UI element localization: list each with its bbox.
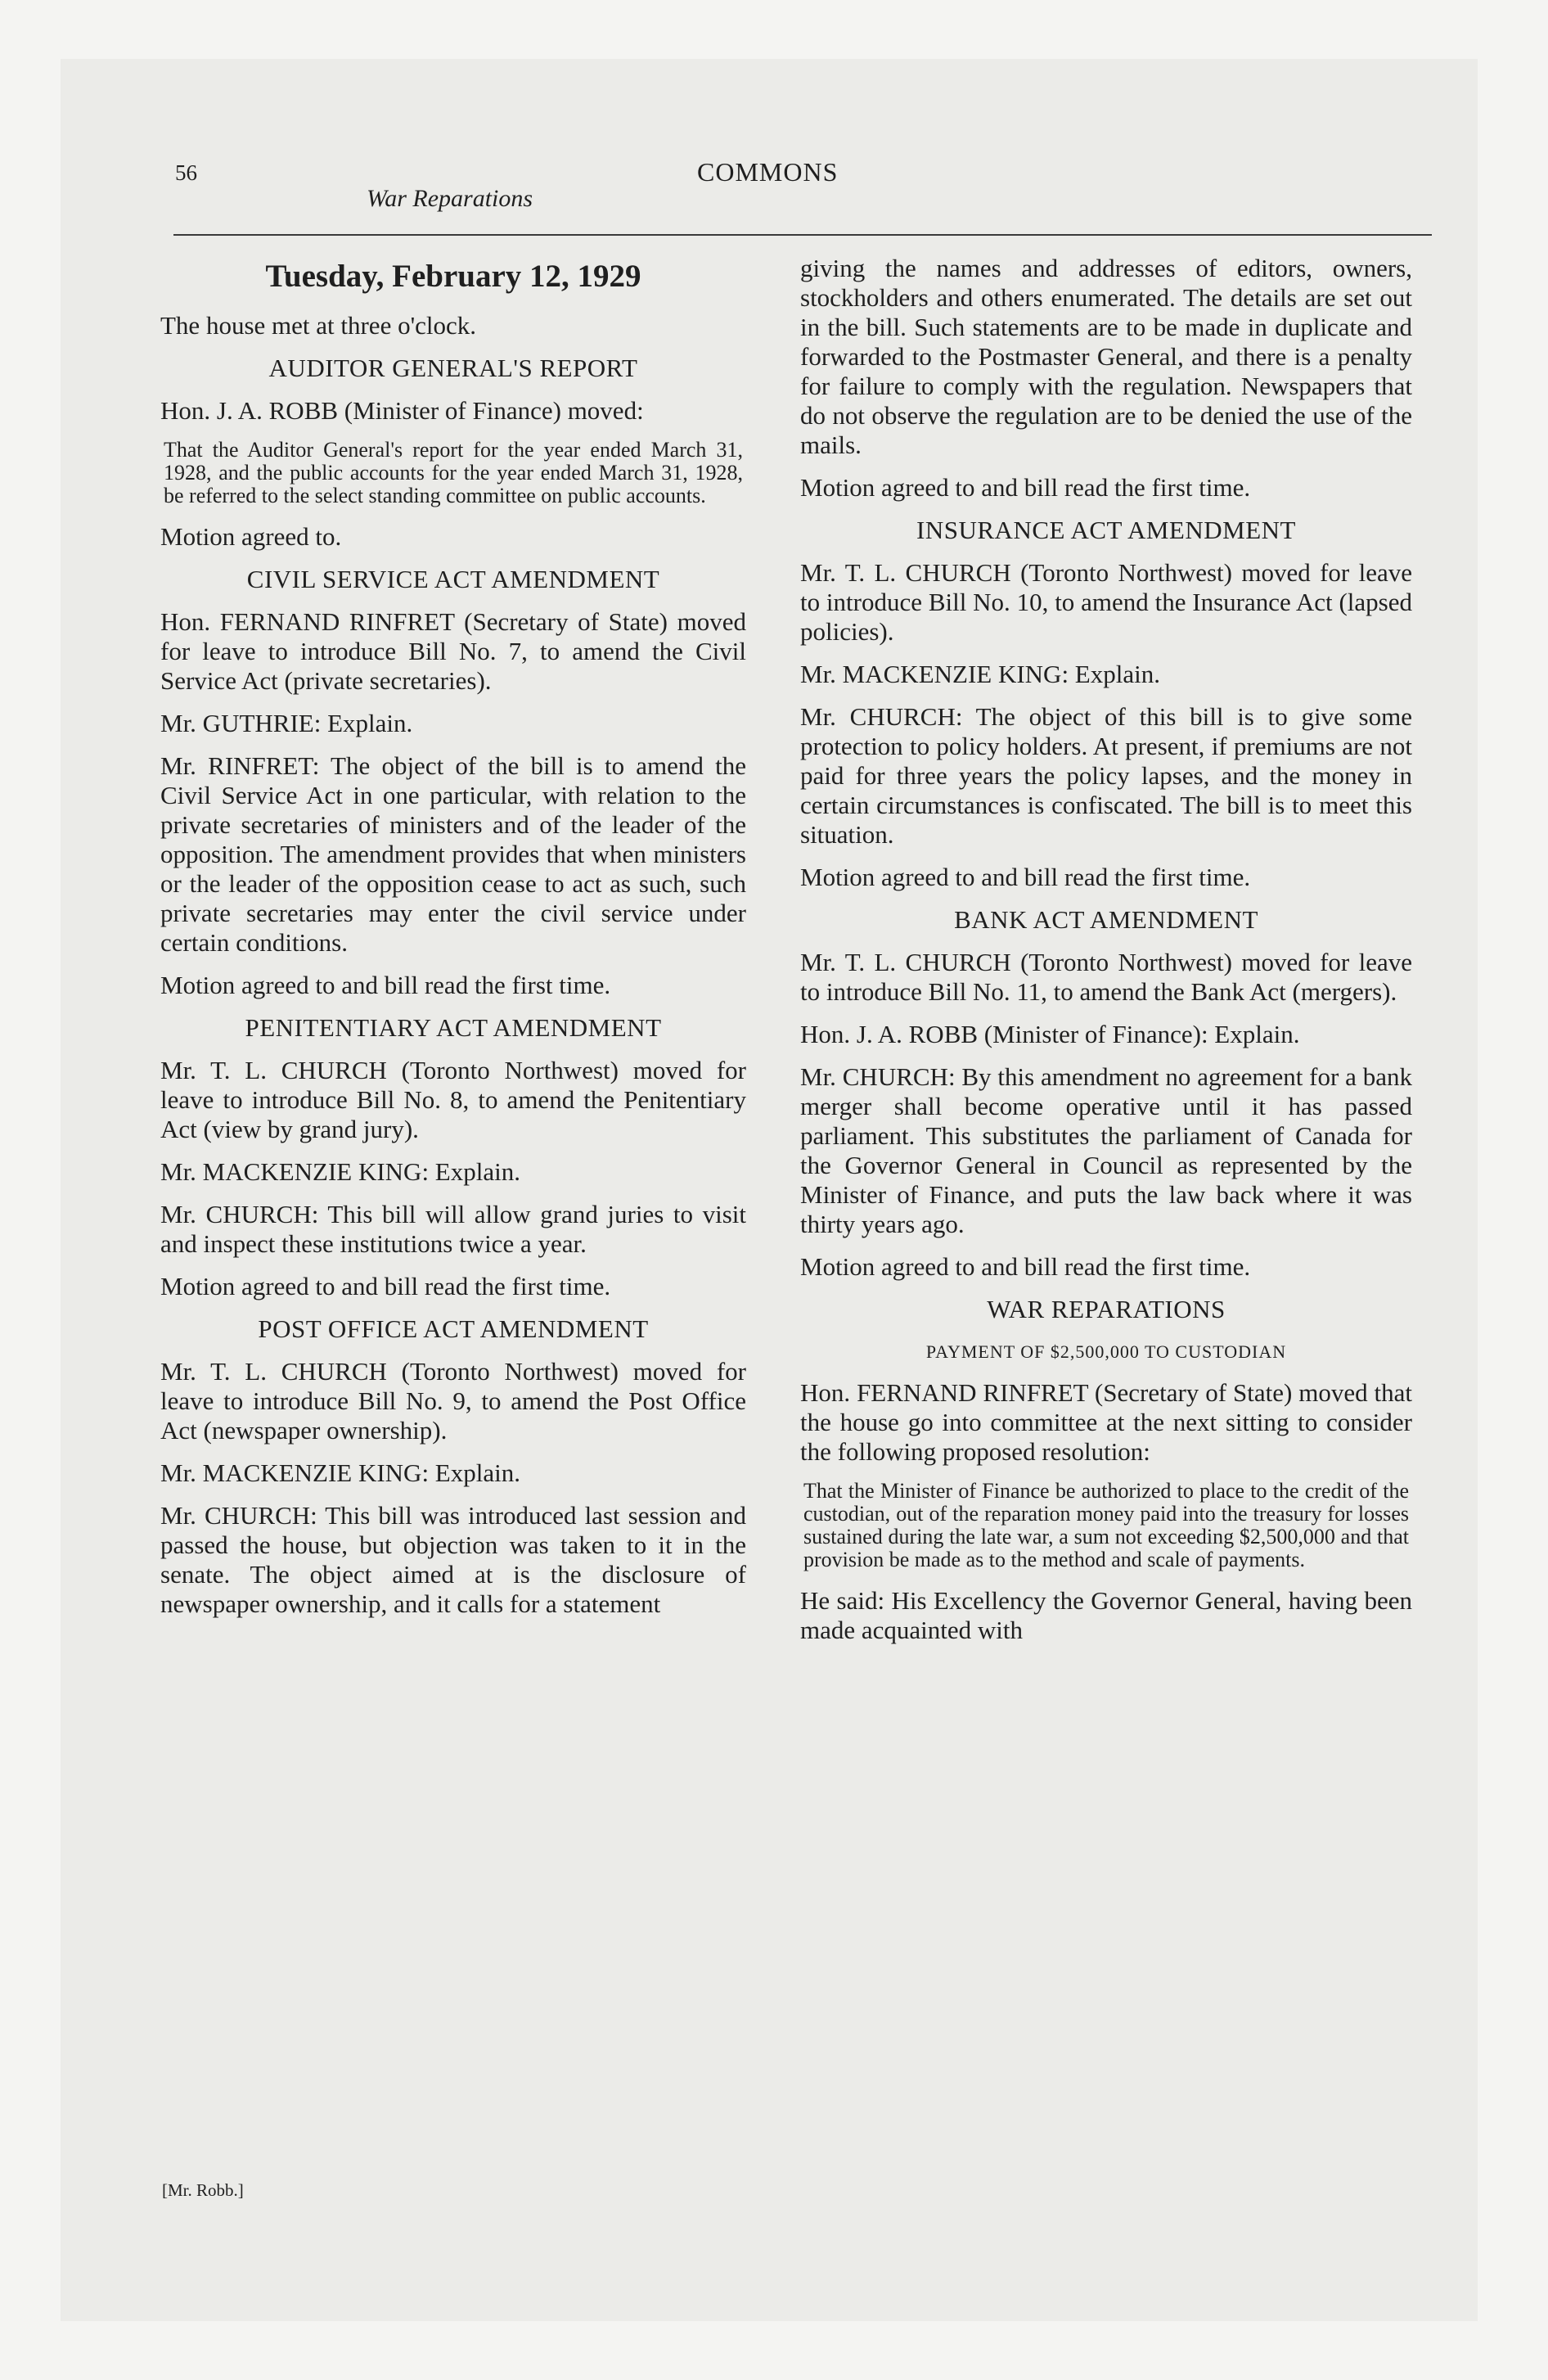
paragraph: Mr. CHURCH: This bill was introduced last session and passed the house, but objection was taken to it in the senate. The object aimed at is the disclosure of newspaper ownership, and it calls for a statement (160, 1501, 746, 1618)
paragraph: Mr. T. L. CHURCH (Toronto Northwest) moved for leave to introduce Bill No. 8, to amend the Penitentiary Act (view by grand jury). (160, 1056, 746, 1143)
paragraph: Hon. J. A. ROBB (Minister of Finance) moved: (160, 396, 644, 425)
section-subheading: PAYMENT OF $2,500,000 TO CUSTODIAN (925, 1341, 1287, 1362)
paragraph: Motion agreed to and bill read the first time. (800, 863, 1251, 891)
header-rule (173, 234, 1432, 236)
left-column (160, 254, 746, 1632)
paragraph: Hon. FERNAND RINFRET (Secretary of State) moved that the house go into committee at the next sitting to consider the following proposed resolution: (800, 1378, 1412, 1466)
running-section: War Reparations (367, 185, 533, 212)
section-heading: WAR REPARATIONS (987, 1295, 1226, 1323)
resolution-quote: That the Minister of Finance be authorized to place to the credit of the custodian, out of the reparation money paid into the treasury for losses sustained during the late war, a sum not exceeding $2,500,000 and that provision be made as to the method and scale of payments. (803, 1479, 1409, 1571)
paragraph: Mr. RINFRET: The object of the bill is to amend the Civil Service Act in one particular, with relation to the private secretaries of ministers and of the leader of the opposition. The amendment provides that when ministers or the leader of the opposition cease to act as such, such private secretaries may enter the civil service under certain conditions. (160, 751, 746, 957)
paragraph: Motion agreed to and bill read the first time. (160, 1272, 611, 1300)
right-column (800, 254, 1412, 1658)
paragraph: Mr. T. L. CHURCH (Toronto Northwest) moved for leave to introduce Bill No. 10, to amend the Insurance Act (lapsed policies). (800, 558, 1412, 646)
section-heading: POST OFFICE ACT AMENDMENT (258, 1314, 649, 1343)
paragraph: He said: His Excellency the Governor General, having been made acquainted with (800, 1586, 1412, 1644)
section-heading: AUDITOR GENERAL'S REPORT (268, 354, 638, 382)
paragraph: Motion agreed to. (160, 522, 342, 551)
paragraph: Motion agreed to and bill read the first time. (160, 971, 611, 999)
resolution-quote: That the Auditor General's report for the year ended March 31, 1928, and the public accounts for the year ended March 31, 1928, be referred to the select standing committee on public accounts. (164, 438, 743, 507)
date-heading: Tuesday, February 12, 1929 (265, 259, 641, 294)
paragraph: Mr. MACKENZIE KING: Explain. (160, 1458, 520, 1487)
paragraph: Mr. CHURCH: This bill will allow grand juries to visit and inspect these institutions twice a year. (160, 1200, 746, 1258)
paragraph: Mr. T. L. CHURCH (Toronto Northwest) moved for leave to introduce Bill No. 9, to amend the Post Office Act (newspaper ownership). (160, 1357, 746, 1445)
paragraph: Mr. MACKENZIE KING: Explain. (160, 1157, 520, 1186)
paragraph: Hon. FERNAND RINFRET (Secretary of State) moved for leave to introduce Bill No. 7, to amend the Civil Service Act (private secretaries). (160, 607, 746, 695)
section-heading: INSURANCE ACT AMENDMENT (916, 516, 1296, 544)
running-title: COMMONS (697, 157, 839, 187)
paragraph: Mr. CHURCH: By this amendment no agreement for a bank merger shall become operative until it has passed parliament. This substitutes the parliament of Canada for the Governor General in Council as represented by the Minister of Finance, and puts the law back where it was thirty years ago. (800, 1062, 1412, 1238)
paragraph: Hon. J. A. ROBB (Minister of Finance): Explain. (800, 1020, 1300, 1048)
paragraph: Mr. MACKENZIE KING: Explain. (800, 660, 1160, 688)
section-heading: PENITENTIARY ACT AMENDMENT (245, 1013, 662, 1042)
page-number: 56 (175, 160, 197, 185)
footer-speaker: [Mr. Robb.] (162, 2180, 244, 2200)
paragraph: Mr. T. L. CHURCH (Toronto Northwest) moved for leave to introduce Bill No. 11, to amend the Bank Act (mergers). (800, 948, 1412, 1006)
paragraph: giving the names and addresses of editors, owners, stockholders and others enumerated. The details are set out in the bill. Such statements are to be made in duplicate and forwarded to the Postmaster General, and there is a penalty for failure to comply with the regulation. Newspapers that do not observe the regulation are to be denied the use of the mails. (800, 254, 1412, 459)
paragraph: Motion agreed to and bill read the first time. (800, 473, 1251, 502)
paragraph: Mr. GUTHRIE: Explain. (160, 709, 413, 737)
section-heading: CIVIL SERVICE ACT AMENDMENT (246, 565, 660, 593)
paragraph: Mr. CHURCH: The object of this bill is to give some protection to policy holders. At present, if premiums are not paid for three years the policy lapses, and the money in certain circumstances is confiscated. The bill is to meet this situation. (800, 702, 1412, 849)
section-heading: BANK ACT AMENDMENT (954, 905, 1258, 934)
paragraph: The house met at three o'clock. (160, 311, 477, 340)
paragraph: Motion agreed to and bill read the first time. (800, 1252, 1251, 1281)
